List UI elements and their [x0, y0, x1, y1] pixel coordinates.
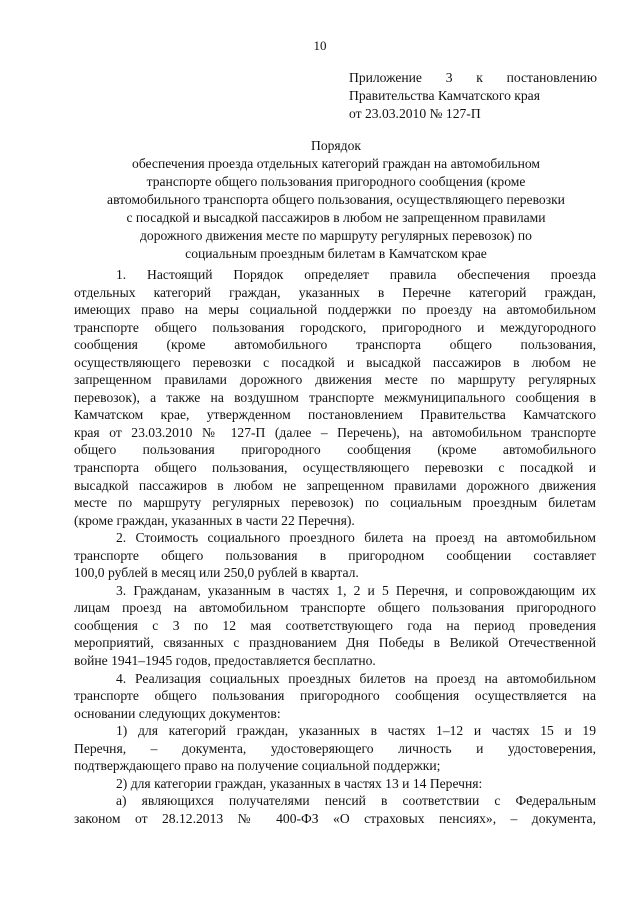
paragraph-2-line: транспорте общего пользования в пригородном сообщении составляет	[74, 547, 596, 563]
title-line: социальным проездным билетам в Камчатском крае	[185, 246, 487, 261]
subitem-1-line: 1) для категорий граждан, указанных в частях 1–12 и частях 15 и 19	[116, 723, 596, 739]
subitem-2a-line: а) являющихся получателями пенсий в соответствии с Федеральным	[116, 793, 596, 809]
paragraph-1-line: отдельных категорий граждан, указанных в Перечне категорий граждан,	[74, 284, 596, 300]
paragraph-1-line: транспорта общего пользования, осуществляющего перевозки с посадкой и	[74, 460, 596, 476]
title-line: автомобильного транспорта общего пользования, осуществляющего перевозки	[107, 192, 565, 207]
subitem-2a-line: законом от 28.12.2013 № 400-ФЗ «О страховых пенсиях», – документа,	[74, 810, 596, 826]
subitem-1-line: подтверждающего право на получение социальной поддержки;	[74, 758, 441, 774]
title-line: обеспечения проезда отдельных категорий граждан на автомобильном	[132, 156, 540, 171]
title-line: транспорте общего пользования пригородного сообщения (кроме	[146, 174, 526, 189]
title-line: с посадкой и высадкой пассажиров в любом не запрещенном правилами	[126, 210, 546, 225]
title-line: дорожного движения месте по маршруту регулярных перевозок) по	[140, 228, 532, 243]
title-line: Порядок	[311, 138, 361, 153]
appendix-line: от 23.03.2010 № 127-П	[349, 106, 481, 122]
document-title	[84, 137, 588, 263]
paragraph-4-line: 4. Реализация социальных проездных билетов на проезд на автомобильном	[116, 670, 596, 686]
appendix-line: Приложение 3 к постановлению	[349, 70, 597, 85]
paragraph-1-line: осуществляющего перевозки с посадкой и высадкой пассажиров в любом не	[74, 354, 596, 370]
paragraph-2-line: 2. Стоимость социального проездного билета на проезд на автомобильном	[116, 530, 596, 546]
paragraph-1-line: транспорте общего пользования городского, пригородного и междугородного	[74, 319, 596, 335]
paragraph-1-line: высадкой пассажиров в любом не запрещенном правилами дорожного движения	[74, 477, 596, 493]
paragraph-1-line: имеющих право на меры социальной поддержки по проезду на автомобильном	[74, 302, 596, 318]
paragraph-1-line: Камчатском крае, утвержденном постановлением Правительства Камчатского	[74, 407, 596, 423]
appendix-line: Правительства Камчатского края	[349, 88, 540, 104]
paragraph-1-line: края от 23.03.2010 № 127-П (далее – Перечень), на автомобильном транспорте	[74, 424, 596, 440]
paragraph-2-line: 100,0 рублей в месяц или 250,0 рублей в квартал.	[74, 565, 359, 581]
appendix-header	[349, 69, 597, 124]
subitem-2-line: 2) для категории граждан, указанных в частях 13 и 14 Перечня:	[116, 775, 483, 791]
paragraph-3-line: войне 1941–1945 годов, предоставляется бесплатно.	[74, 653, 376, 669]
document-body	[74, 266, 596, 828]
subitem-1-line: Перечня, – документа, удостоверяющего личность и удостоверения,	[74, 740, 596, 756]
paragraph-3-line: сообщения с 3 по 12 мая соответствующего года на период проведения	[74, 617, 596, 633]
paragraph-1-line: сообщения (кроме автомобильного транспорта общего пользования,	[74, 337, 596, 353]
paragraph-3-line: лицам проезд на автомобильном транспорте общего пользования пригородного	[74, 600, 596, 616]
paragraph-1-line: общего пользования пригородного сообщения (кроме автомобильного	[74, 442, 596, 458]
paragraph-1-line: (кроме граждан, указанных в части 22 Перечня).	[74, 512, 355, 528]
paragraph-4-line: транспорте общего пользования пригородного сообщения осуществляется на	[74, 688, 596, 704]
paragraph-3-line: мероприятий, связанных с празднованием Дня Победы в Великой Отечественной	[74, 635, 596, 651]
paragraph-1-line: перевозок), а также на воздушном транспорте межмуниципального сообщения в	[74, 389, 596, 405]
paragraph-1-line: запрещенном правилами дорожного движения месте по маршруту регулярных	[74, 372, 596, 388]
page-number: 10	[313, 38, 327, 53]
paragraph-4-line: основании следующих документов:	[74, 705, 281, 721]
paragraph-1-line: 1. Настоящий Порядок определяет правила обеспечения проезда	[116, 267, 596, 282]
paragraph-3-line: 3. Гражданам, указанным в частях 1, 2 и 5 Перечня, и сопровождающим их	[116, 582, 596, 598]
paragraph-1-line: месте по маршруту регулярных перевозок) по социальным проездным билетам	[74, 495, 596, 511]
